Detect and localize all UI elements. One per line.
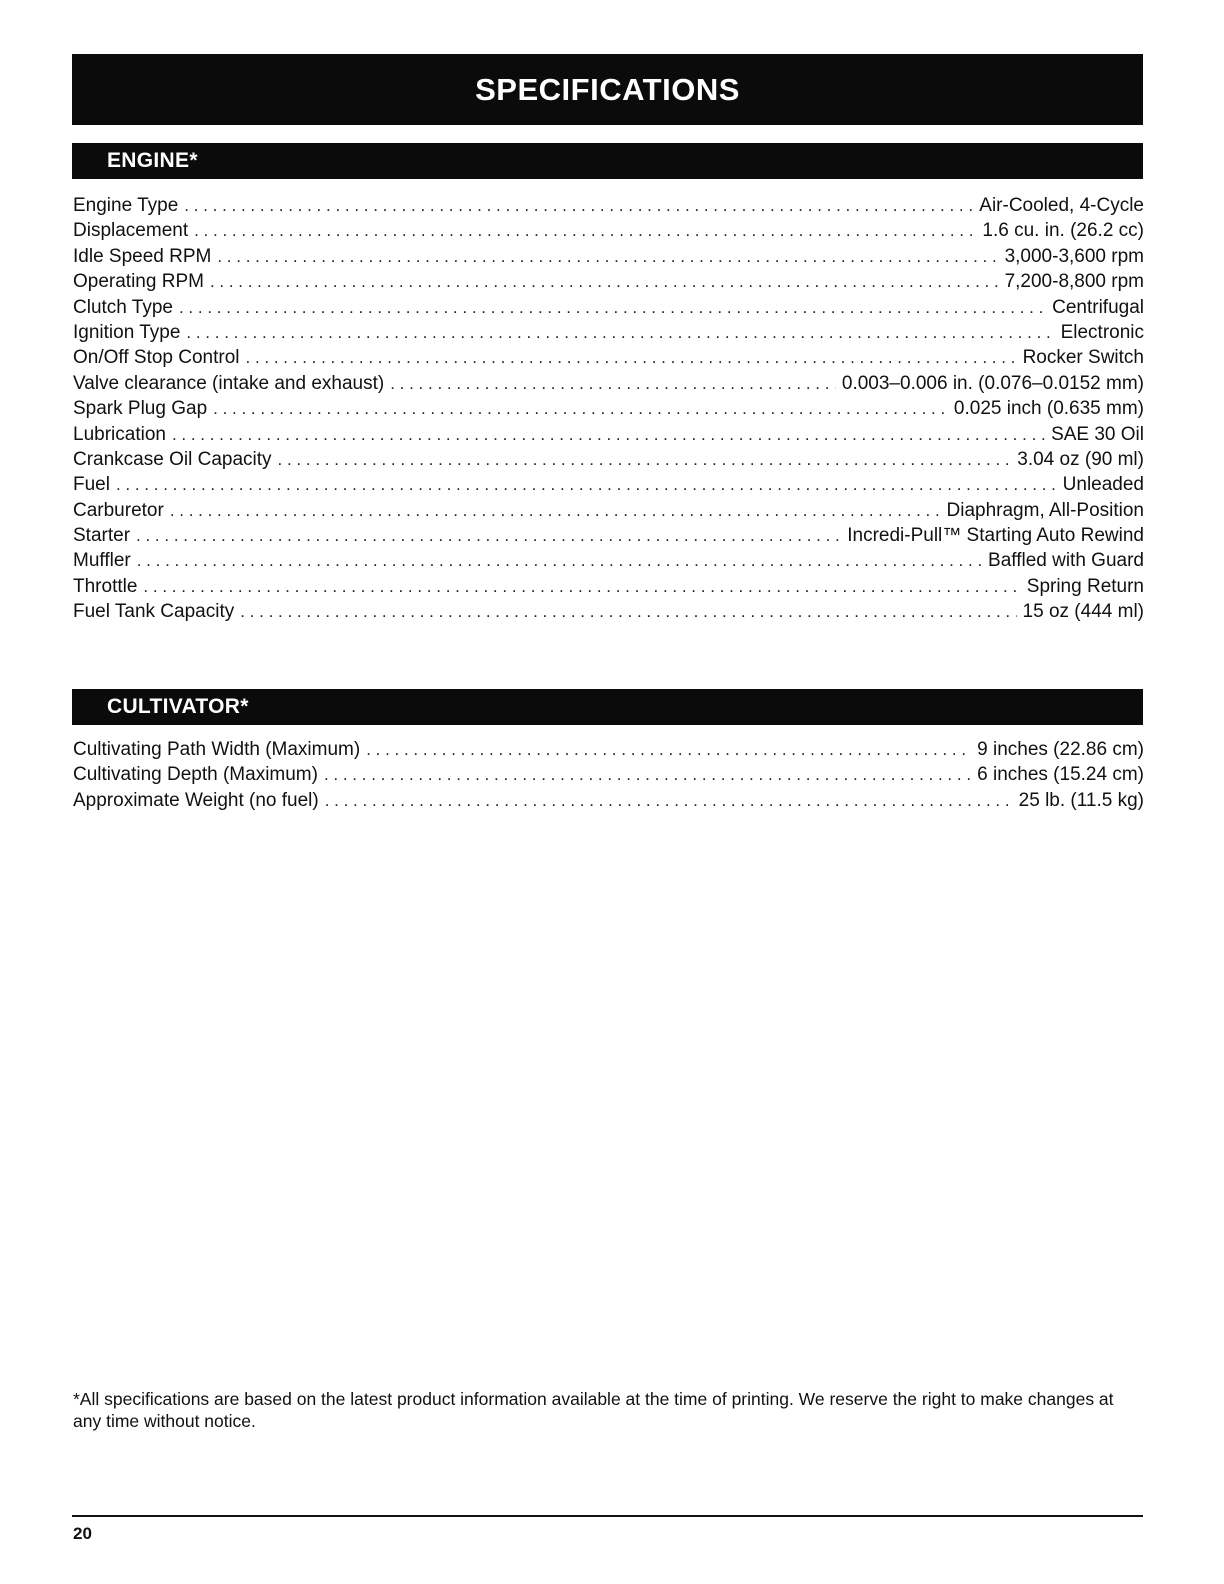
dot-leader [179, 295, 1046, 320]
spec-value: Baffled with Guard [988, 550, 1144, 572]
spec-value: 6 inches (15.24 cm) [977, 764, 1144, 786]
spec-value: 3,000-3,600 rpm [1004, 245, 1144, 267]
dot-leader [324, 762, 971, 787]
spec-value: 3.04 oz (90 ml) [1017, 448, 1144, 470]
spec-value: Air-Cooled, 4-Cycle [979, 195, 1144, 216]
spec-row [73, 218, 1144, 243]
dot-leader [137, 548, 982, 573]
dot-leader [194, 218, 976, 243]
spec-row [73, 574, 1144, 599]
spec-value: 15 oz (444 ml) [1022, 601, 1144, 623]
spec-value: 25 lb. (11.5 kg) [1018, 789, 1144, 811]
dot-leader [172, 422, 1045, 447]
spec-row [73, 788, 1144, 813]
engine-spec-list [73, 193, 1144, 625]
spec-value: 0.003–0.006 in. (0.076–0.0152 mm) [841, 372, 1144, 394]
dot-leader [136, 523, 841, 548]
dot-leader [210, 269, 999, 294]
spec-value: 1.6 cu. in. (26.2 cc) [982, 220, 1144, 242]
spec-label: Engine Type [73, 195, 179, 216]
spec-label: Muffler [73, 550, 131, 572]
spec-label: Idle Speed RPM [73, 245, 212, 267]
spec-label: Operating RPM [73, 271, 204, 293]
dot-leader [390, 371, 836, 396]
spec-row [73, 244, 1144, 269]
dot-leader [240, 599, 1016, 624]
spec-row [73, 498, 1144, 523]
cultivator-spec-list [73, 737, 1144, 813]
spec-value: Spring Return [1026, 575, 1144, 597]
spec-label: Fuel Tank Capacity [73, 601, 235, 623]
spec-row [73, 295, 1144, 320]
spec-row [73, 548, 1144, 573]
spec-value: 7,200-8,800 rpm [1004, 271, 1144, 293]
spec-row [73, 762, 1144, 787]
spec-label: Throttle [73, 575, 138, 597]
dot-leader [186, 320, 1054, 345]
spec-label: Crankcase Oil Capacity [73, 448, 272, 470]
spec-row [73, 345, 1144, 370]
spec-value: Centrifugal [1052, 296, 1144, 318]
spec-label: Clutch Type [73, 296, 173, 318]
page-title: SPECIFICATIONS [72, 54, 1143, 125]
spec-row [73, 422, 1144, 447]
spec-row [73, 193, 1144, 218]
spec-label: On/Off Stop Control [73, 347, 240, 369]
spec-label: Valve clearance (intake and exhaust) [73, 372, 385, 394]
spec-label: Approximate Weight (no fuel) [73, 789, 319, 811]
spec-row [73, 523, 1144, 548]
spec-row [73, 472, 1144, 497]
spec-value: Diaphragm, All-Position [946, 499, 1144, 521]
dot-leader [217, 244, 998, 269]
spec-label: Fuel [73, 474, 110, 496]
dot-leader [184, 193, 973, 218]
dot-leader [116, 472, 1057, 497]
spec-label: Carburetor [73, 499, 164, 521]
footer-divider [72, 1515, 1143, 1517]
spec-value: Incredi-Pull™ Starting Auto Rewind [847, 525, 1144, 547]
page-number: 20 [73, 1524, 92, 1543]
spec-label: Displacement [73, 220, 189, 242]
spec-label: Lubrication [73, 423, 166, 445]
spec-row [73, 371, 1144, 396]
spec-value: 0.025 inch (0.635 mm) [953, 398, 1144, 420]
spec-row [73, 320, 1144, 345]
spec-row [73, 447, 1144, 472]
spec-value: Rocker Switch [1022, 347, 1144, 369]
spec-label: Spark Plug Gap [73, 398, 208, 420]
spec-value: 9 inches (22.86 cm) [977, 739, 1144, 760]
spec-row [73, 396, 1144, 421]
spec-label: Starter [73, 525, 131, 547]
dot-leader [213, 396, 948, 421]
dot-leader [246, 345, 1017, 370]
dot-leader [143, 574, 1020, 599]
spec-label: Cultivating Path Width (Maximum) [73, 739, 361, 760]
spec-row [73, 599, 1144, 624]
footnote: *All specifications are based on the latest product information available at the time of printing. We reserve the right to make changes at any time without notice. [73, 1389, 1114, 1431]
dot-leader [366, 737, 971, 762]
spec-label: Ignition Type [73, 321, 181, 343]
spec-value: Unleaded [1062, 474, 1144, 496]
spec-row [73, 269, 1144, 294]
dot-leader [278, 447, 1012, 472]
dot-leader [325, 788, 1013, 813]
cultivator-section-heading: CULTIVATOR* [72, 689, 1143, 725]
spec-value: Electronic [1060, 321, 1144, 343]
spec-value: SAE 30 Oil [1051, 423, 1144, 445]
dot-leader [170, 498, 941, 523]
spec-row [73, 737, 1144, 762]
spec-label: Cultivating Depth (Maximum) [73, 764, 318, 786]
engine-section-heading: ENGINE* [72, 143, 1143, 179]
